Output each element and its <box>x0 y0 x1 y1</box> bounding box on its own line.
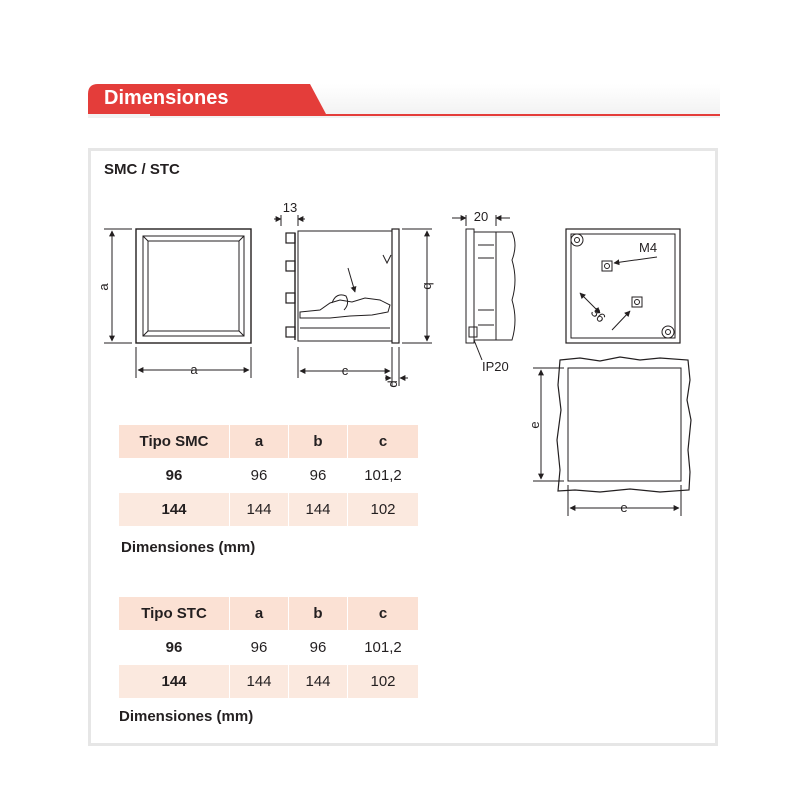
table-cell: 96 <box>289 459 348 493</box>
table-cell: 144 <box>289 665 348 699</box>
table-cell: 96 <box>289 631 348 665</box>
dim-c-label: c <box>341 363 349 378</box>
table-header-cell: a <box>230 597 289 631</box>
page-title: Dimensiones <box>104 87 229 109</box>
ip20-label: IP20 <box>482 359 509 374</box>
m4-label: M4 <box>639 240 658 255</box>
table-cell: 101,2 <box>348 459 419 493</box>
table-cell: 102 <box>348 493 419 527</box>
table-row <box>119 459 419 493</box>
table-cell: 144 <box>119 665 230 699</box>
table-cell: 144 <box>119 493 230 527</box>
table-row <box>119 631 419 665</box>
dim-e-vertical-label: e <box>527 421 542 429</box>
table-cell: 96 <box>230 459 289 493</box>
table-cell: 144 <box>230 665 289 699</box>
dim-d-label: d <box>385 380 400 388</box>
table-cell: 96 <box>230 631 289 665</box>
table-header-cell: b <box>289 597 348 631</box>
dim-a-vertical-label: a <box>96 283 111 291</box>
table-header-cell: c <box>348 425 419 459</box>
dim-36-label: 36 <box>587 304 609 326</box>
table-cell: 102 <box>348 665 419 699</box>
rear-side-view <box>452 215 515 360</box>
front-view <box>104 229 251 378</box>
section-title: SMC / STC <box>104 161 180 178</box>
table-header-row <box>119 425 419 459</box>
table-header-cell: c <box>348 597 419 631</box>
table-header-cell: Tipo SMC <box>119 425 230 459</box>
side-view <box>274 215 432 386</box>
table-cell: 101,2 <box>348 631 419 665</box>
dim-b-label: b <box>421 282 436 290</box>
table-cell: 144 <box>230 493 289 527</box>
dim-13-label: 13 <box>282 200 298 215</box>
table-stc <box>118 596 419 699</box>
table-header-cell: Tipo STC <box>119 597 230 631</box>
table-row <box>119 493 419 527</box>
table-header-cell: a <box>230 425 289 459</box>
dim-20-label: 20 <box>473 209 489 224</box>
table-stc-caption: Dimensiones (mm) <box>119 708 254 725</box>
table-cell: 144 <box>289 493 348 527</box>
table-cell: 96 <box>119 631 230 665</box>
rear-view <box>566 229 680 343</box>
panel-cutout-view <box>533 357 691 516</box>
table-header-cell: b <box>289 425 348 459</box>
dim-e-horizontal-label: e <box>620 500 628 515</box>
table-cell: 96 <box>119 459 230 493</box>
table-row <box>119 665 419 699</box>
table-smc <box>118 424 419 527</box>
table-smc-caption: Dimensiones (mm) <box>121 539 256 556</box>
table-header-row <box>119 597 419 631</box>
dim-a-horizontal-label: a <box>190 362 198 377</box>
